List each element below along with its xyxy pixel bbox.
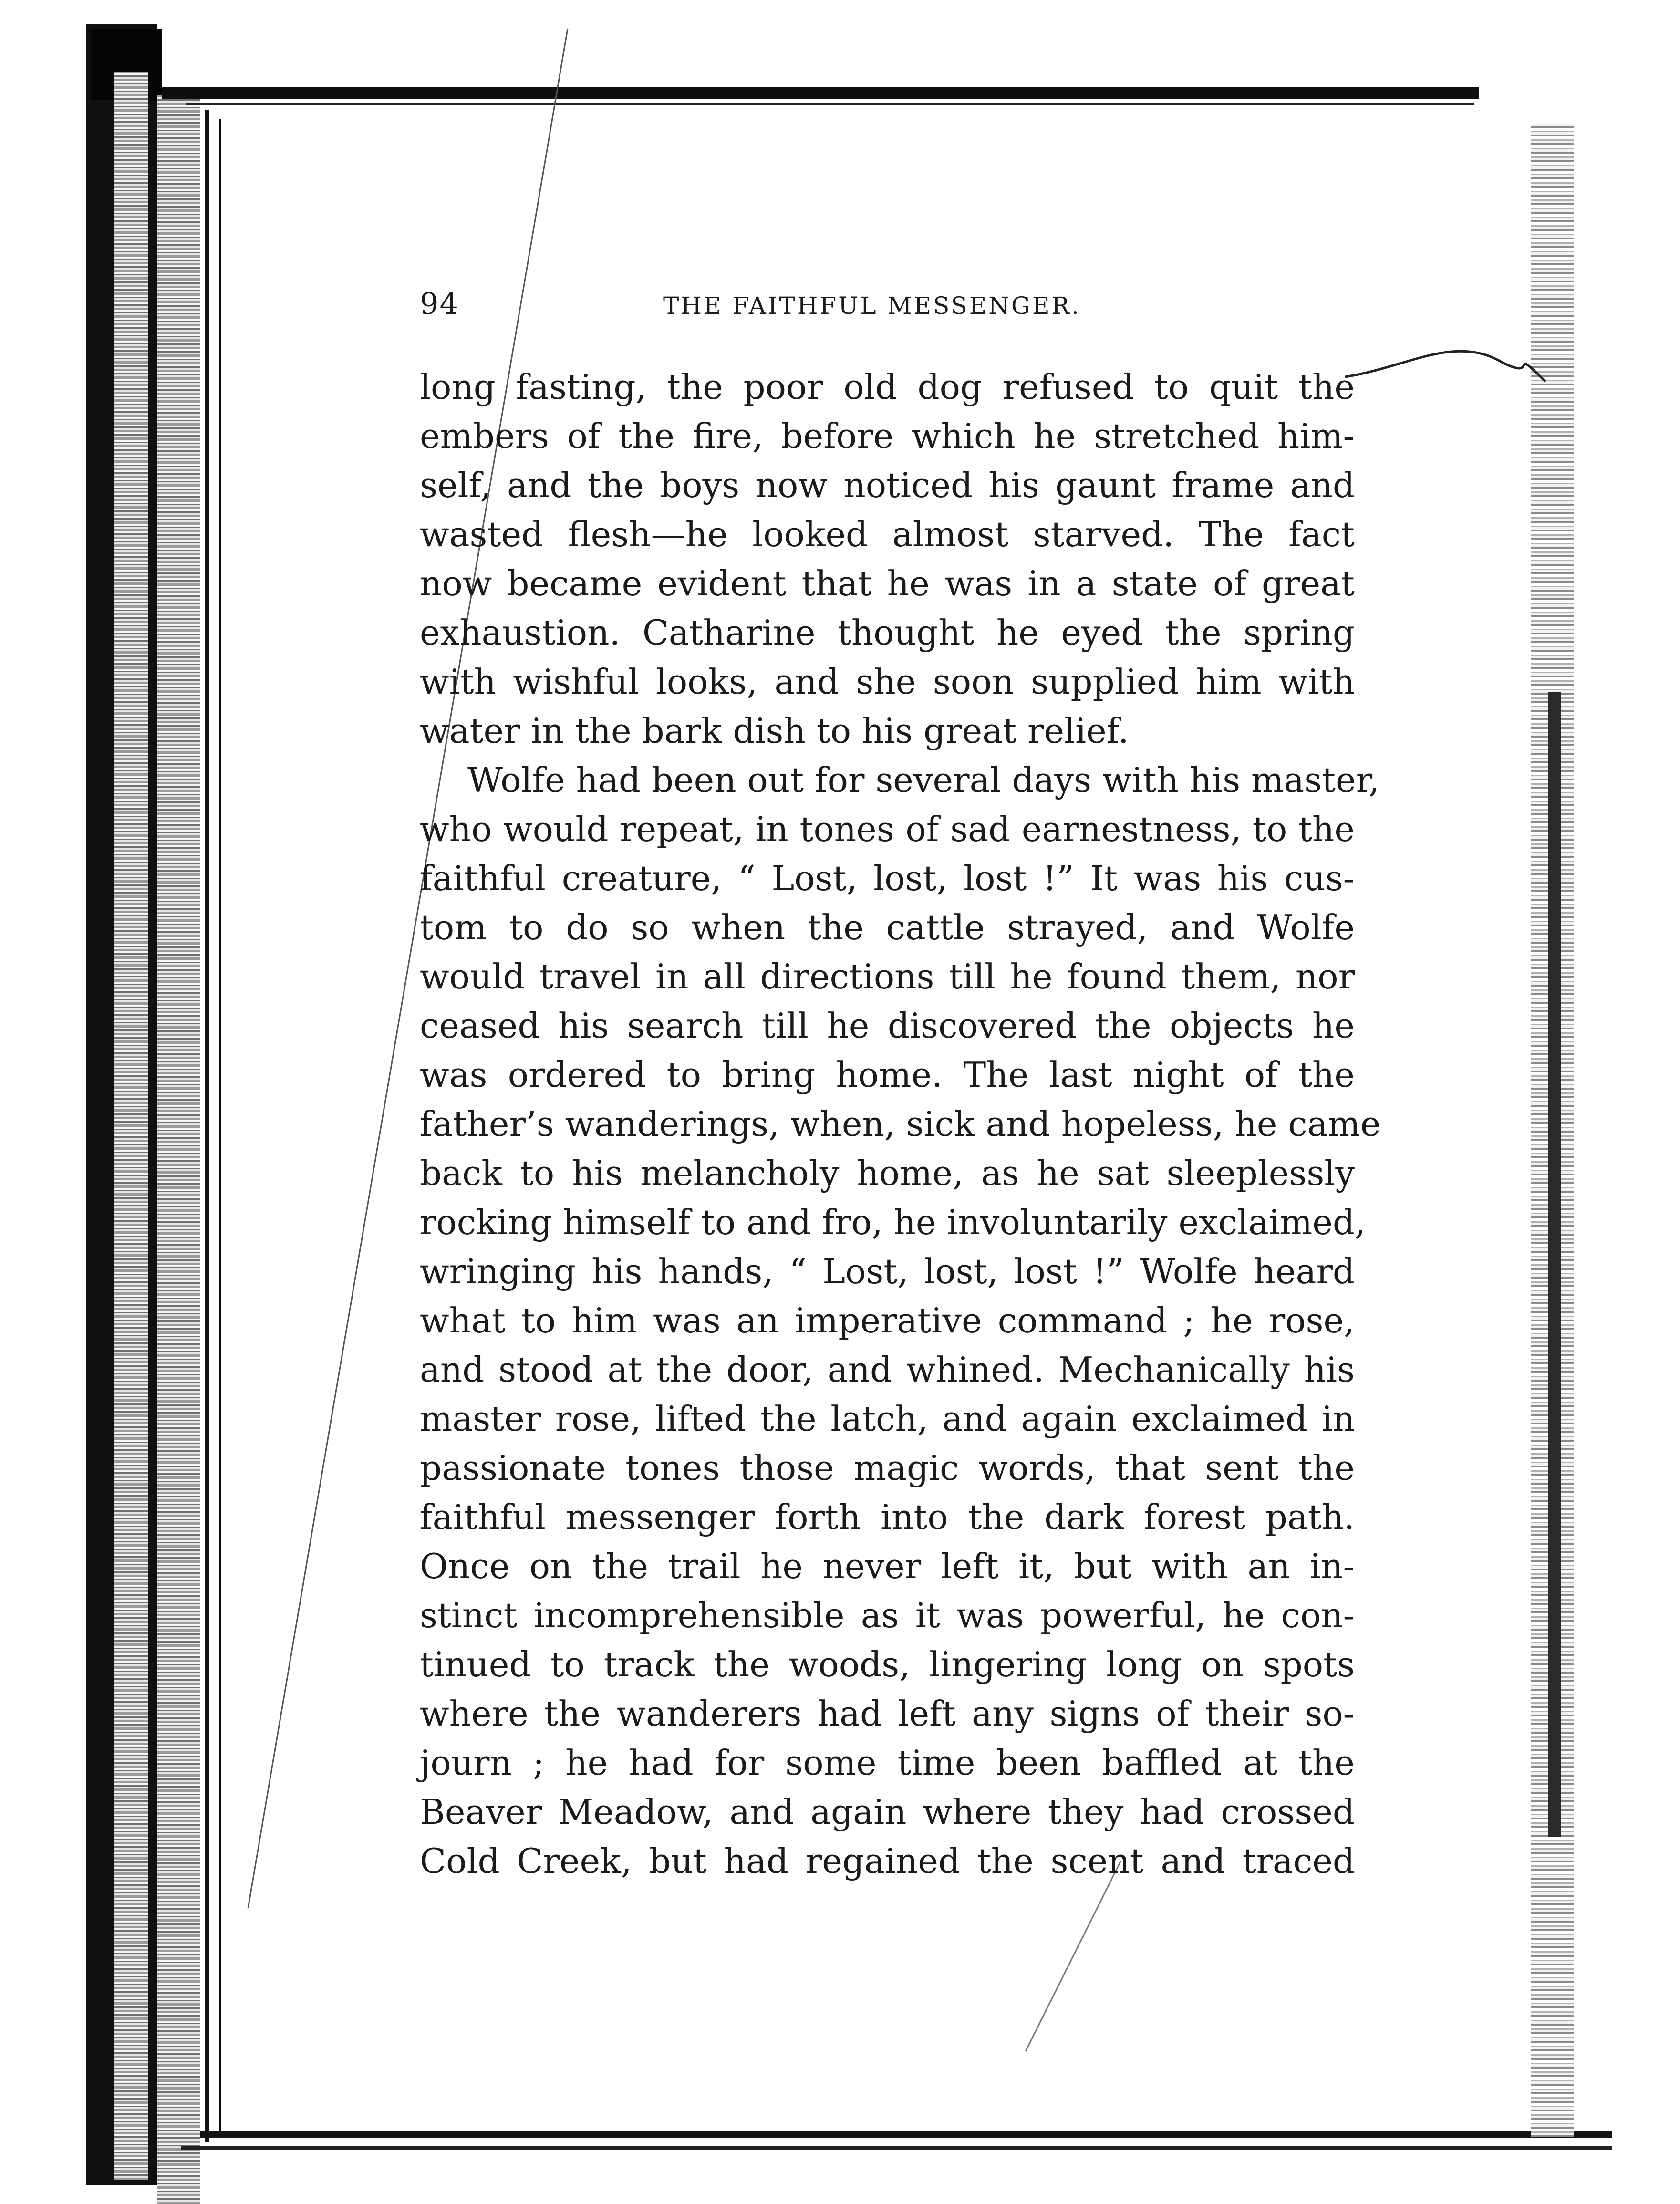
running-title: THE FAITHFUL MESSENGER.: [663, 292, 1081, 320]
text-line: with wishful looks, and she soon supplied him with: [420, 662, 1355, 702]
text-line: Cold Creek, but had regained the scent and traced: [420, 1841, 1355, 1881]
text-line: rocking himself to and fro, he involuntarily exclaimed,: [420, 1202, 1366, 1242]
text-line: self, and the boys now noticed his gaunt frame and: [420, 465, 1355, 505]
ink-squiggle: [1345, 351, 1545, 382]
text-line: wringing his hands, “ Lost, lost, lost !” Wolfe heard: [420, 1251, 1355, 1291]
text-line: ceased his search till he discovered the objects he: [420, 1006, 1355, 1046]
text-line: long fasting, the poor old dog refused to quit the: [420, 367, 1355, 407]
text-line: exhaustion. Catharine thought he eyed the spring: [420, 613, 1355, 653]
text-line: Wolfe had been out for several days with his master,: [467, 760, 1380, 800]
page-number: 94: [420, 286, 459, 321]
text-line: embers of the fire, before which he stretched him-: [420, 416, 1355, 456]
text-line: back to his melancholy home, as he sat sleeplessly: [420, 1153, 1355, 1193]
pencil-stroke-lower: [1026, 1861, 1121, 2051]
text-line: where the wanderers had left any signs of their so-: [420, 1694, 1355, 1734]
text-line: passionate tones those magic words, that sent the: [420, 1448, 1355, 1488]
text-line: faithful messenger forth into the dark forest path.: [420, 1497, 1355, 1537]
text-line: was ordered to bring home. The last night of the: [420, 1055, 1355, 1095]
text-line: master rose, lifted the latch, and again exclaimed in: [420, 1399, 1355, 1439]
text-line: what to him was an imperative command ; he rose,: [420, 1300, 1355, 1341]
text-line: father’s wanderings, when, sick and hopeless, he came: [420, 1104, 1381, 1144]
text-line: Once on the trail he never left it, but with an in-: [420, 1546, 1355, 1586]
body-text: [420, 363, 1381, 1886]
text-line: tinued to track the woods, lingering long on spots: [420, 1644, 1355, 1684]
text-line: faithful creature, “ Lost, lost, lost !” It was his cus-: [420, 858, 1355, 898]
text-line: now became evident that he was in a state of great: [420, 563, 1355, 603]
text-line: and stood at the door, and whined. Mechanically his: [420, 1350, 1355, 1390]
text-line: wasted flesh—he looked almost starved. The fact: [420, 514, 1355, 554]
text-line: water in the bark dish to his great relief.: [420, 711, 1129, 751]
text-line: journ ; he had for some time been baffled at the: [420, 1743, 1355, 1783]
text-line: tom to do so when the cattle strayed, and Wolfe: [420, 907, 1355, 947]
text-line: stinct incomprehensible as it was powerful, he con-: [420, 1595, 1355, 1635]
text-line: Beaver Meadow, and again where they had crossed: [420, 1792, 1355, 1832]
text-line: who would repeat, in tones of sad earnestness, to the: [420, 809, 1355, 849]
text-line: would travel in all directions till he found them, nor: [420, 956, 1355, 997]
